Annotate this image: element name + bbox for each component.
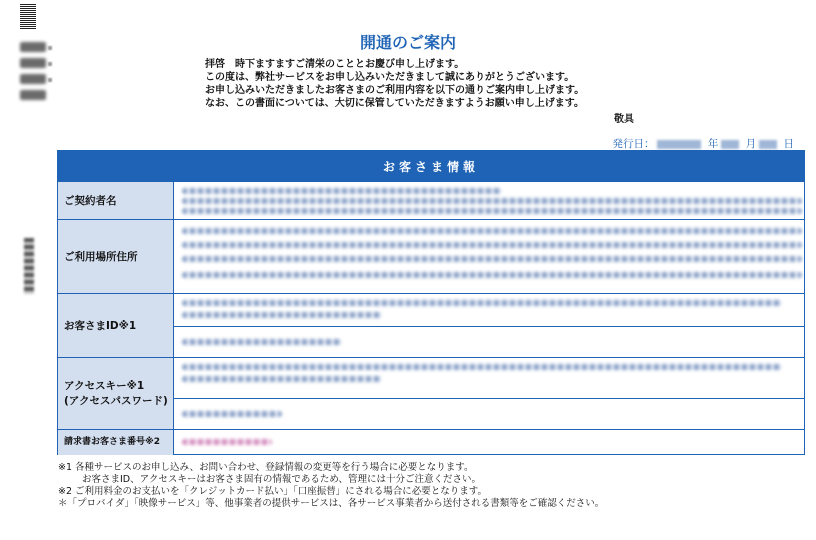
year-unit: 年 [707, 138, 719, 150]
redacted-value [182, 439, 272, 445]
issue-date [612, 136, 794, 151]
contract-name-value [174, 182, 804, 220]
row-contract-name [58, 181, 804, 220]
redacted-mark [20, 90, 46, 100]
row-address [58, 219, 804, 294]
day-unit: 日 [783, 138, 794, 150]
greeting-line: 拝啓 時下ますますご清栄のこととお慶び申し上げます。 [205, 59, 465, 70]
redacted-mark [24, 238, 34, 294]
barcode [20, 4, 36, 30]
row-invoice-number [58, 429, 804, 455]
access-key-subrow [174, 398, 804, 431]
redacted-month [721, 140, 739, 149]
redacted-mark [48, 62, 52, 66]
access-key-value [174, 358, 804, 430]
page-title: 開通のご案内 [359, 33, 456, 52]
label-text: 請求書お客さま番号※2 [64, 437, 161, 447]
redacted-value [182, 272, 802, 278]
redacted-value [182, 198, 802, 204]
redacted-value [182, 188, 502, 194]
redacted-mark [20, 58, 46, 68]
redacted-value [182, 300, 782, 306]
footnote: ※1 各種サービスのお申し込み、お問い合わせ、登録情報の変更等を行う場合に必要となります。 [58, 462, 474, 473]
issue-date-label: 発行日： [612, 138, 655, 150]
redacted-value [182, 411, 282, 417]
address-label [58, 220, 174, 294]
row-access-key [58, 357, 804, 430]
redacted-value [182, 256, 802, 262]
redacted-day [759, 140, 777, 149]
redacted-mark [48, 78, 52, 82]
invoice-number-value [174, 430, 804, 455]
redacted-value [182, 228, 802, 234]
label-text: ご契約者名 [64, 194, 117, 207]
customer-info-table [57, 150, 805, 455]
contract-name-label [58, 182, 174, 220]
table-header: お客さま情報 [58, 151, 804, 181]
closing-text: 敬具 [614, 114, 634, 125]
greeting-line: この度は、弊社サービスをお申し込みいただきまして誠にありがとうございます。 [205, 72, 575, 83]
label-text: お客さまID※1 [64, 319, 137, 332]
footnote: ※2 ご利用料金のお支払いを「クレジットカード払い」「口座振替」にされる場合に必要となります。 [58, 486, 487, 497]
footnotes [58, 462, 604, 510]
redacted-year [657, 140, 701, 149]
redacted-value [182, 339, 342, 345]
row-customer-id [58, 293, 804, 358]
label-text: アクセスキー※1 [64, 380, 145, 392]
customer-id-subrow [174, 326, 804, 359]
address-value [174, 220, 804, 294]
footnote: お客さまID、アクセスキーはお客さま固有の情報であるため、管理には十分ご注意ください。 [82, 474, 481, 485]
greeting-line: お申し込みいただきましたお客さまのご利用内容を以下の通りご案内申し上げます。 [205, 85, 585, 96]
access-key-label [58, 358, 174, 430]
redacted-value [182, 376, 382, 382]
customer-id-label [58, 294, 174, 358]
invoice-number-label [58, 430, 174, 455]
redacted-mark [20, 74, 46, 84]
greeting-line: なお、この書面については、大切に保管していただきますようお願い申し上げます。 [205, 98, 584, 109]
redacted-value [182, 364, 782, 370]
month-unit: 月 [745, 138, 757, 150]
customer-id-value [174, 294, 804, 358]
redacted-value [182, 208, 802, 214]
redacted-value [182, 312, 382, 318]
label-text: (アクセスパスワード) [64, 395, 168, 407]
greeting-text [205, 58, 584, 110]
label-text: ご利用場所住所 [64, 250, 138, 263]
redacted-value [182, 242, 802, 248]
footnote: ＊「プロバイダ」「映像サービス」等、他事業者の提供サービスは、各サービス事業者から送付される書類等をご確認ください。 [58, 498, 605, 509]
